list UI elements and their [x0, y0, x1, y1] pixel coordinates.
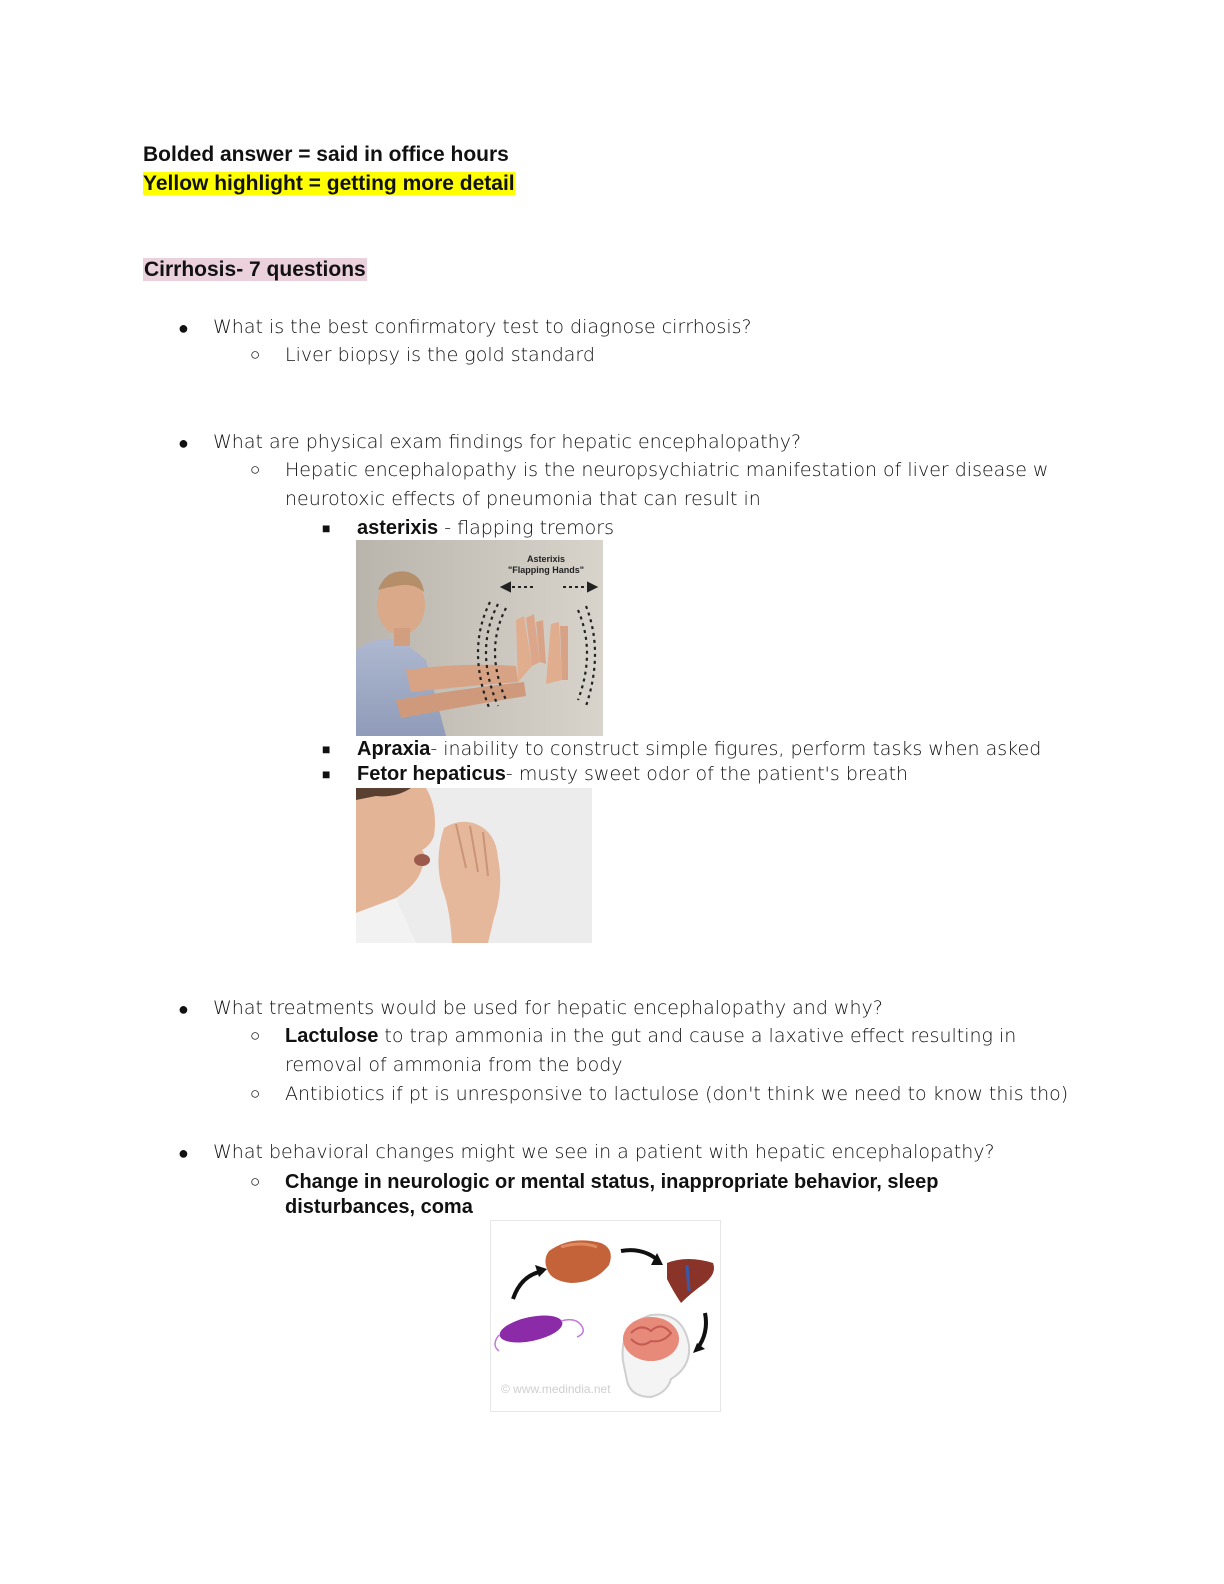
liver-brain-cycle-image: [490, 1220, 721, 1412]
disc-bullet: ●: [178, 433, 189, 453]
asterixis-caption-1: Asterixis: [526, 554, 566, 564]
circle-bullet: ○: [250, 1026, 261, 1045]
circle-bullet: ○: [250, 1084, 261, 1103]
section-title: [143, 258, 367, 282]
circle-bullet: ○: [250, 1172, 261, 1191]
square-bullet: ■: [322, 743, 331, 758]
pink-highlight: Cirrhosis- 7 questions: [144, 258, 366, 281]
finding-desc: - musty sweet odor of the patient's breath: [505, 763, 909, 785]
answer-1: Liver biopsy is the gold standard: [285, 344, 595, 366]
finding-term: Apraxia: [357, 738, 431, 760]
yellow-highlight: Yellow highlight = getting more detail: [143, 172, 515, 195]
question-1: What is the best confirmatory test to diagnose cirrhosis?: [213, 316, 752, 338]
lactulose-desc: to trap ammonia in the gut and cause a laxative effect resulting in: [378, 1025, 1017, 1047]
cycle-watermark: © www.medindia.net: [501, 1382, 611, 1396]
circle-bullet: ○: [250, 460, 261, 479]
disc-bullet: ●: [178, 318, 189, 338]
answer-4-line-2: disturbances, coma: [285, 1196, 473, 1218]
finding-desc: - inability to construct simple figures, perform tasks when asked: [430, 738, 1042, 760]
disc-bullet: ●: [178, 1143, 189, 1163]
breath-check-illustration: [356, 788, 592, 943]
answer-2-line-1: Hepatic encephalopathy is the neuropsychiatric manifestation of liver disease w: [285, 459, 1049, 481]
answer-3a-line-2: removal of ammonia from the body: [285, 1054, 623, 1076]
answer-4-line-1: Change in neurologic or mental status, inappropriate behavior, sleep: [285, 1171, 939, 1193]
liver-brain-cycle-illustration: [491, 1221, 720, 1411]
finding-apraxia: [357, 738, 1041, 761]
circle-bullet: ○: [250, 345, 261, 364]
answer-2-line-2: neurotoxic effects of pneumonia that can result in: [285, 488, 761, 510]
answer-3b: Antibiotics if pt is unresponsive to lactulose (don't think we need to know this tho): [285, 1083, 1069, 1105]
legend-yellow-line: [143, 172, 515, 196]
question-3: What treatments would be used for hepatic encephalopathy and why?: [213, 997, 883, 1019]
answer-3a-line-1: [285, 1025, 1016, 1048]
finding-asterixis: [357, 517, 614, 540]
finding-fetor-hepaticus: [357, 763, 908, 786]
asterixis-image: [356, 540, 603, 736]
square-bullet: ■: [322, 768, 331, 783]
question-2: What are physical exam findings for hepatic encephalopathy?: [213, 431, 802, 453]
disc-bullet: ●: [178, 999, 189, 1019]
square-bullet: ■: [322, 522, 331, 537]
asterixis-illustration: [356, 540, 603, 736]
legend-bold-line: Bolded answer = said in office hours: [143, 143, 509, 166]
breath-check-image: [356, 788, 592, 943]
finding-term: Fetor hepaticus: [357, 763, 506, 785]
question-4: What behavioral changes might we see in a patient with hepatic encephalopathy?: [213, 1141, 995, 1163]
finding-term: asterixis: [357, 517, 439, 539]
finding-desc: - flapping tremors: [438, 517, 614, 539]
asterixis-caption-2: "Flapping Hands": [507, 565, 585, 575]
lactulose-term: Lactulose: [285, 1025, 379, 1047]
